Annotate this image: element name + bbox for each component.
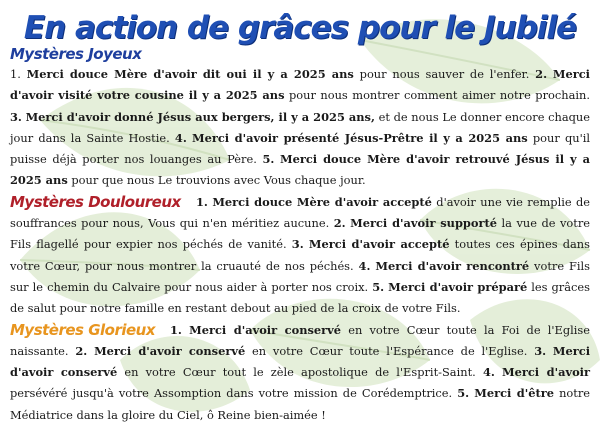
item-bold: Merci douce Mère d'avoir retrouvé Jésus il y a 2025 ans: [10, 152, 590, 188]
item-text: en votre Cœur toute l'Espérance de l'Eglise.: [252, 343, 528, 358]
item-text: notre Médiatrice dans la gloire du Ciel, ô Reine bien-aimée !: [10, 386, 591, 422]
item-number: 5.: [262, 152, 275, 167]
item-bold: Merci d'avoir conservé: [189, 322, 342, 337]
section-text-joyeux: [10, 64, 590, 192]
item-bold: Merci d'avoir conservé: [94, 343, 246, 358]
item-text: votre Fils sur le chemin du Calvaire pour nous aider à porter nos croix.: [10, 258, 590, 294]
section-title-joyeux: Mystères Joyeux: [10, 45, 142, 63]
item-number: 1.: [170, 322, 182, 337]
item-bold: Merci d'avoir accepté: [308, 237, 450, 252]
item-text: en votre Cœur tout le zèle apostolique de l'Esprit-Saint.: [124, 365, 476, 380]
item-bold: Merci d'avoir donné Jésus aux bergers, il y a 2025 ans,: [25, 109, 375, 124]
item-text: en votre Cœur toute la Foi de l'Eglise naissante.: [10, 322, 591, 358]
item-bold: Merci d'avoir préparé: [388, 279, 528, 294]
section-douloureux: [10, 192, 590, 320]
item-bold: Merci d'avoir visité votre cousine il y a 2025 ans: [10, 67, 590, 103]
item-text: la vue de votre Fils flagellé pour expier nos péchés de vanité.: [10, 216, 591, 252]
section-joyeux: [10, 44, 590, 192]
item-number: 1.: [196, 194, 208, 209]
item-text: persévéré jusqu'à votre Assomption dans votre mission de Corédemptrice.: [10, 386, 453, 401]
item-text: pour nous montrer comment aimer notre prochain.: [288, 88, 590, 103]
item-number: 4.: [174, 130, 187, 145]
item-number: 3.: [291, 237, 304, 252]
item-text: toutes ces épines dans votre Cœur, pour nous montrer la cruauté de nos péchés.: [10, 237, 590, 273]
item-number: 2.: [535, 67, 548, 81]
item-number: 3.: [534, 343, 547, 358]
item-text: pour qu'il puisse déjà porter nos louanges au Père.: [10, 130, 590, 167]
item-bold: Merci d'être: [474, 386, 554, 401]
item-number: 2.: [333, 216, 346, 231]
item-text: et de nous Le donner encore chaque jour dans la Sainte Hostie.: [10, 109, 591, 145]
section-title-douloureux: Mystères Douloureux: [10, 192, 181, 211]
item-bold: Merci d'avoir: [502, 365, 590, 380]
item-text: les grâces de salut pour notre famille en restant debout au pied de la croix de votre Fils.: [10, 279, 591, 316]
item-bold: Merci d'avoir conservé: [10, 343, 591, 380]
item-text: d'avoir une vie remplie de souffrances pour nous, Vous qui n'en méritiez aucune.: [10, 194, 591, 231]
item-bold: Merci d'avoir présenté Jésus-Prêtre il y a 2025 ans: [192, 130, 528, 145]
item-number: 5.: [372, 279, 385, 294]
item-text: pour que nous Le trouvions avec Vous chaque jour.: [71, 173, 366, 188]
item-bold: Merci douce Mère d'avoir accepté: [212, 194, 432, 209]
section-title-glorieux: Mystères Glorieux: [10, 320, 156, 339]
item-number: 2.: [75, 343, 88, 358]
item-bold: Merci douce Mère d'avoir dit oui il y a 2025 ans: [26, 67, 354, 81]
item-number: 5.: [457, 386, 470, 401]
item-bold: Merci d'avoir rencontré: [375, 258, 530, 273]
item-number: 4.: [358, 258, 371, 273]
page-title: En action de grâces pour le Jubilé: [23, 10, 577, 46]
item-number: 1.: [10, 67, 21, 81]
item-bold: Merci d'avoir supporté: [350, 216, 498, 231]
item-number: 4.: [482, 365, 495, 380]
item-number: 3.: [10, 109, 22, 124]
section-glorieux: [10, 320, 590, 426]
item-text: pour nous sauver de l'enfer.: [359, 67, 530, 81]
